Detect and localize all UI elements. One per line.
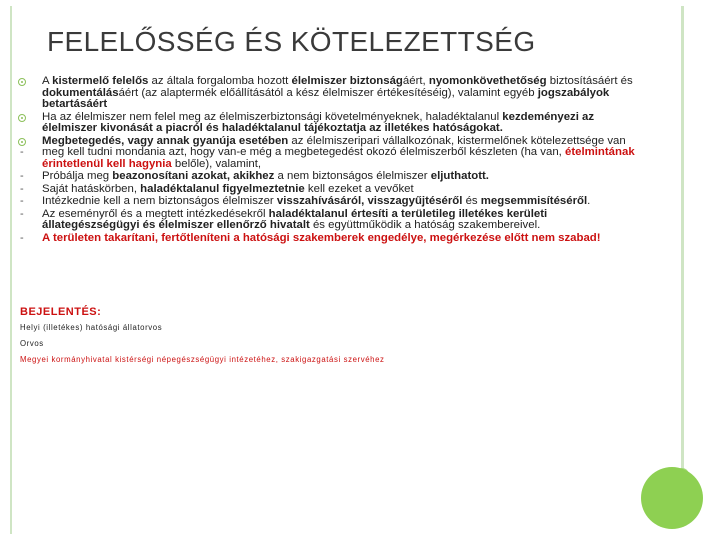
dash-bullet-icon: - [20, 207, 24, 220]
text-run-bold: megsemmisítéséről [480, 195, 588, 207]
list-item [18, 76, 643, 111]
dash-bullet-icon: - [20, 170, 24, 182]
text-run-bold: beazonosítani azokat, akikhez [112, 170, 275, 182]
text-run: az élelmiszeripari vállalkozónak, kistermelőnek kötelezettsége van [288, 134, 626, 147]
bejelentes-line: Orvos [20, 339, 44, 348]
text-run: Próbálja meg [42, 170, 113, 182]
slide-title: FELELŐSSÉG ÉS KÖTELEZETTSÉG [47, 26, 536, 57]
decor-green-circle [641, 467, 703, 529]
text-run-bold: kistermelő felelős [52, 75, 149, 87]
list-item [18, 171, 643, 183]
text-run: áért (az alaptermék előállításától a kész élelmiszer értékesítéséig), valamint egyéb [118, 86, 538, 99]
text-run-bold: élelmiszer biztonság [291, 75, 403, 87]
text-run-bold: kezdeményezi az élelmiszer kivonását a piacról és haladéktalanul tájékoztatja az illetékes hatóságokat. [42, 110, 595, 134]
text-run: A [42, 75, 53, 87]
dash-bullet-icon: - [20, 182, 24, 195]
text-run-bold: nyomonkövethetőség [428, 75, 547, 87]
bejelentes-heading: BEJELENTÉS: [20, 306, 102, 318]
text-run: áért, [402, 75, 429, 87]
circle-bullet-icon [18, 114, 26, 122]
text-run-bold: haladéktalanul figyelmeztetnie [140, 182, 305, 195]
text-run-bold: dokumentálás [42, 86, 119, 99]
text-run-bold: haladéktalanul értesíti a területileg illetékes kerületi állategészségügyi és élelmiszer ellenőrző hivatalt [42, 207, 548, 231]
dash-bullet-icon: - [20, 146, 24, 158]
dash-bullet-icon: - [20, 195, 24, 207]
text-run: az általa forgalomba hozott [148, 75, 292, 87]
text-run-red: A területen takarítani, fertőtleníteni a hatósági szakemberek engedélye, megérkezése előtt nem szabad! [42, 231, 601, 244]
content-list [18, 76, 643, 244]
list-item [18, 233, 643, 245]
text-run: Ha az élelmiszer nem felel meg az élelmiszerbiztonsági követelményeknek, haladéktalanul [42, 110, 503, 123]
text-run: és együttműködik a hatóság szakembereivel. [309, 219, 541, 231]
text-run-red: ételmintának érintetlenül kell hagynia [42, 146, 635, 170]
text-run: meg kell tudni mondania azt, hogy van-e még a megbetegedést okozó élelmiszerből készleten (ha van, [42, 146, 566, 158]
text-run: . [587, 195, 591, 207]
text-run: biztosításáért és [546, 75, 633, 87]
text-run: belőle), valamint, [171, 157, 262, 170]
bejelentes-line: Helyi (illetékes) hatósági állatorvos [20, 323, 163, 332]
left-frame-line [10, 6, 12, 534]
list-item [18, 112, 643, 135]
list-item [18, 209, 643, 232]
text-run: kell ezeket a vevőket [304, 182, 414, 195]
list-item [18, 184, 643, 196]
text-run: a nem biztonságos élelmiszer [274, 170, 431, 182]
text-run: és [462, 195, 481, 207]
bejelentes-line: Megyei kormányhivatal kistérségi népegészségügyi intézetéhez, szakigazgatási szervéhez [20, 355, 385, 364]
list-item [18, 196, 643, 208]
list-item [18, 147, 643, 170]
right-frame-line [681, 6, 684, 516]
text-run: Saját hatáskörben, [42, 182, 141, 195]
dash-bullet-icon: - [20, 231, 24, 244]
text-run-bold: visszahívásáról, visszagyűjtéséről [276, 195, 463, 207]
text-run-bold: jogszabályok betartásáért [42, 86, 610, 110]
text-run: Intézkednie kell a nem biztonságos élelmiszer [42, 195, 277, 207]
circle-bullet-icon [18, 78, 26, 86]
circle-bullet-icon [18, 138, 26, 146]
text-run-bold: Megbetegedés, vagy annak gyanúja esetében [42, 134, 289, 147]
text-run: Az eseményről és a megtett intézkedésekről [42, 207, 269, 220]
text-run-bold: eljuthatott. [430, 170, 489, 182]
